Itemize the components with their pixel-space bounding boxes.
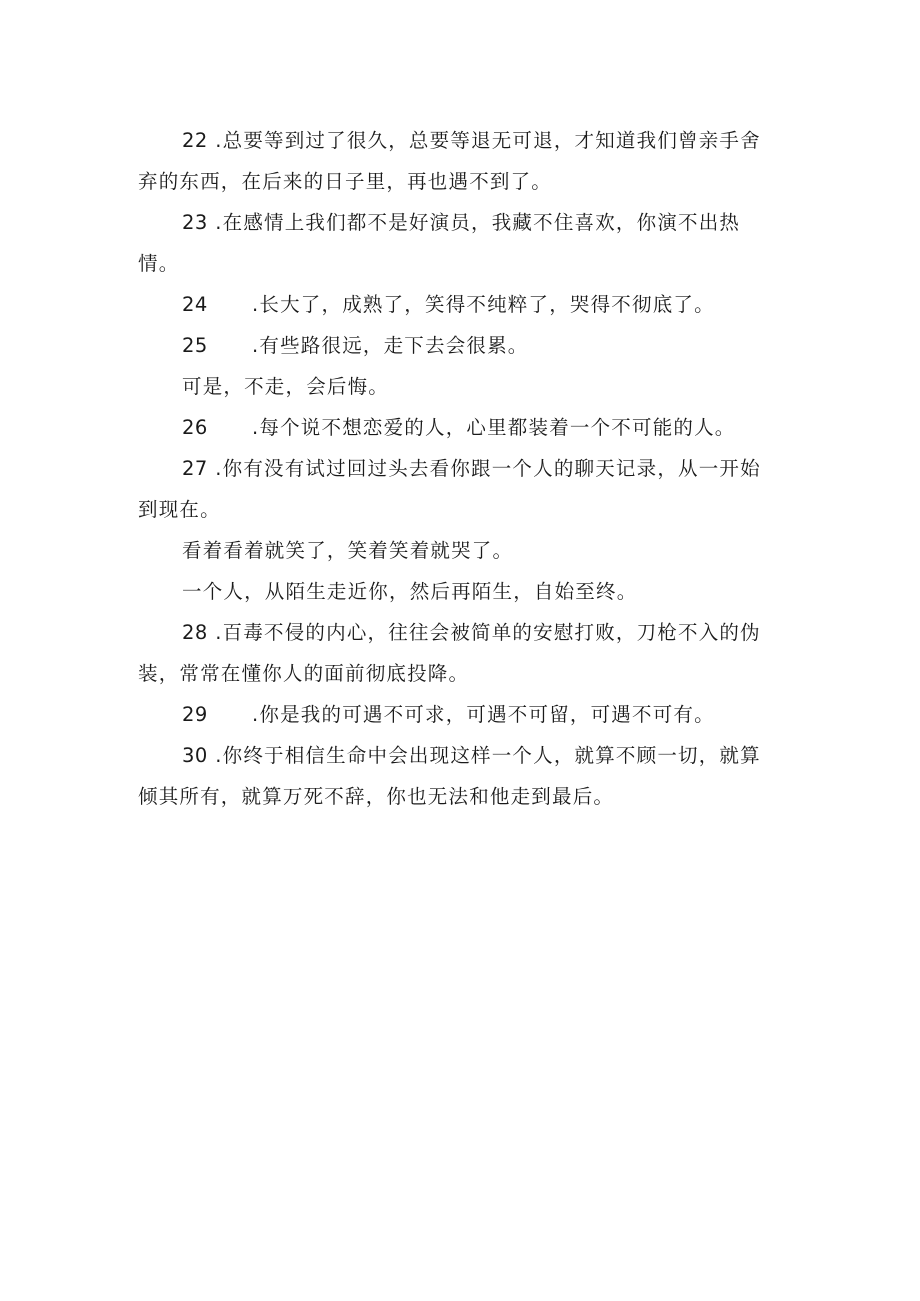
quote-number: 24 [182,293,208,316]
quote-28 [138,612,780,694]
quote-number: 26 [182,416,208,439]
quote-number: 29 [182,703,208,726]
quote-text: .百毒不侵的内心，往往会被简单的安慰打败，刀枪不入的伪装，常常在懂你人的面前彻底投降。 [138,621,761,685]
quote-number: 23 [182,211,208,234]
quote-text: .长大了，成熟了，笑得不纯粹了，哭得不彻底了。 [252,293,715,316]
quote-number: 25 [182,334,208,357]
quote-list [138,120,780,817]
quote-text: 看着看着就笑了，笑着笑着就哭了。 [182,539,514,562]
quote-25 [138,325,780,366]
quote-text: .你有没有试过回过头去看你跟一个人的聊天记录，从一开始到现在。 [138,457,761,521]
quote-text: .你是我的可遇不可求，可遇不可留，可遇不可有。 [252,703,715,726]
quote-27-continued-2 [138,571,780,612]
quote-text: .在感情上我们都不是好演员，我藏不住喜欢，你演不出热情。 [138,211,741,275]
quote-number: 22 [182,129,208,152]
quote-26 [138,407,780,448]
quote-text: .总要等到过了很久，总要等退无可退，才知道我们曾亲手舍弃的东西，在后来的日子里，再也遇不到了。 [138,129,761,193]
quote-22 [138,120,780,202]
quote-24 [138,284,780,325]
quote-30 [138,735,780,817]
quote-29 [138,694,780,735]
quote-number: 30 [182,744,208,767]
quote-text: 一个人，从陌生走近你，然后再陌生，自始至终。 [182,580,638,603]
quote-text: 可是，不走，会后悔。 [182,375,390,398]
quote-text: .每个说不想恋爱的人，心里都装着一个不可能的人。 [252,416,736,439]
quote-23 [138,202,780,284]
quote-27-continued-1 [138,530,780,571]
quote-text: .有些路很远，走下去会很累。 [252,334,529,357]
quote-27 [138,448,780,530]
quote-25-continued [138,366,780,407]
quote-number: 27 [182,457,208,480]
quote-number: 28 [182,621,208,644]
quote-text: .你终于相信生命中会出现这样一个人，就算不顾一切，就算倾其所有，就算万死不辞，你也无法和他走到最后。 [138,744,761,808]
